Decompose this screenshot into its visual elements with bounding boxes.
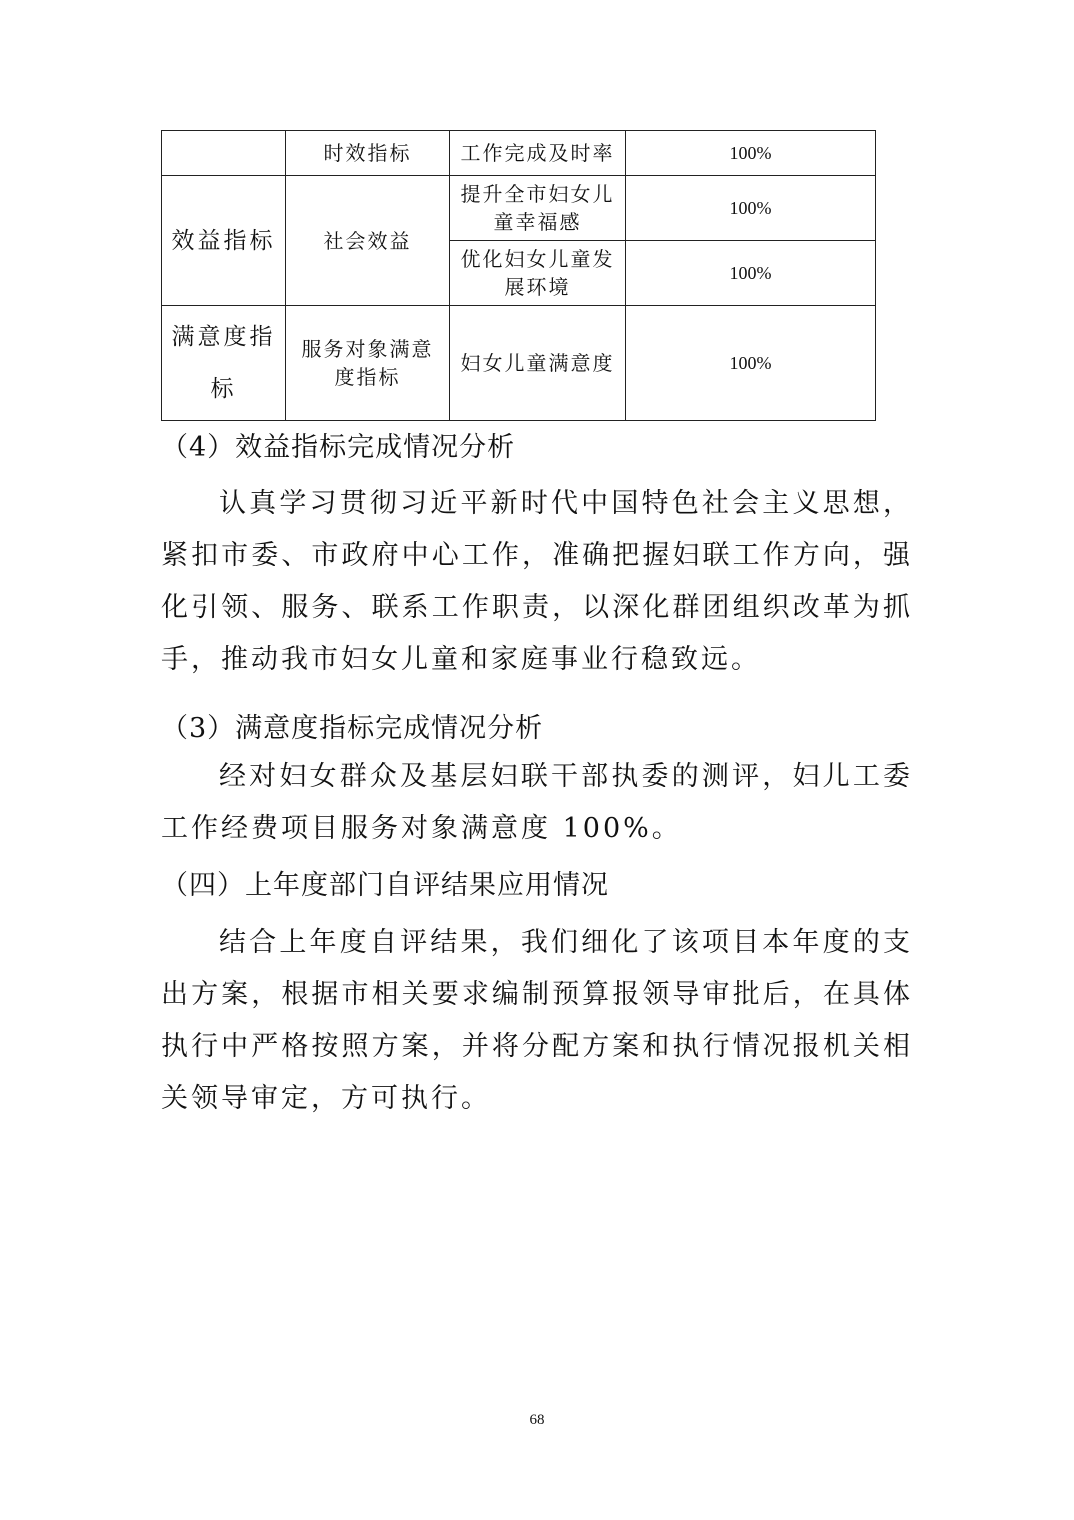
- level1-cell: 满意度指标: [162, 306, 286, 421]
- level2-cell: 服务对象满意度指标: [286, 306, 450, 421]
- value-cell: 100%: [626, 306, 876, 421]
- section-heading: （3）满意度指标完成情况分析: [161, 713, 544, 744]
- level1-cell: 效益指标: [162, 176, 286, 306]
- table-row: [162, 306, 876, 421]
- section-heading: （4）效益指标完成情况分析: [161, 432, 516, 463]
- table-row: [162, 131, 876, 176]
- value-cell: 100%: [626, 176, 876, 241]
- performance-indicator-table: [161, 130, 876, 421]
- value-cell: 100%: [626, 131, 876, 176]
- level3-cell: 工作完成及时率: [450, 131, 626, 176]
- section-paragraph: 经对妇女群众及基层妇联干部执委的测评，妇儿工委工作经费项目服务对象满意度 100%。: [161, 761, 913, 844]
- level3-cell: 优化妇女儿童发展环境: [450, 241, 626, 306]
- level1-cell: [162, 131, 286, 176]
- table-row: [162, 176, 876, 241]
- section-paragraph: 认真学习贯彻习近平新时代中国特色社会主义思想，紧扣市委、市政府中心工作，准确把握妇联工作方向，强化引领、服务、联系工作职责，以深化群团组织改革为抓手，推动我市妇女儿童和家庭事业行稳致远。: [161, 488, 913, 675]
- level2-cell: 时效指标: [286, 131, 450, 176]
- level2-cell: 社会效益: [286, 176, 450, 306]
- value-cell: 100%: [626, 241, 876, 306]
- section-heading: （四）上年度部门自评结果应用情况: [161, 870, 609, 901]
- page-number: 68: [529, 1412, 545, 1428]
- section-paragraph: 结合上年度自评结果，我们细化了该项目本年度的支出方案，根据市相关要求编制预算报领导审批后，在具体执行中严格按照方案，并将分配方案和执行情况报机关相关领导审定，方可执行。: [161, 927, 913, 1114]
- level3-cell: 妇女儿童满意度: [450, 306, 626, 421]
- level3-cell: 提升全市妇女儿童幸福感: [450, 176, 626, 241]
